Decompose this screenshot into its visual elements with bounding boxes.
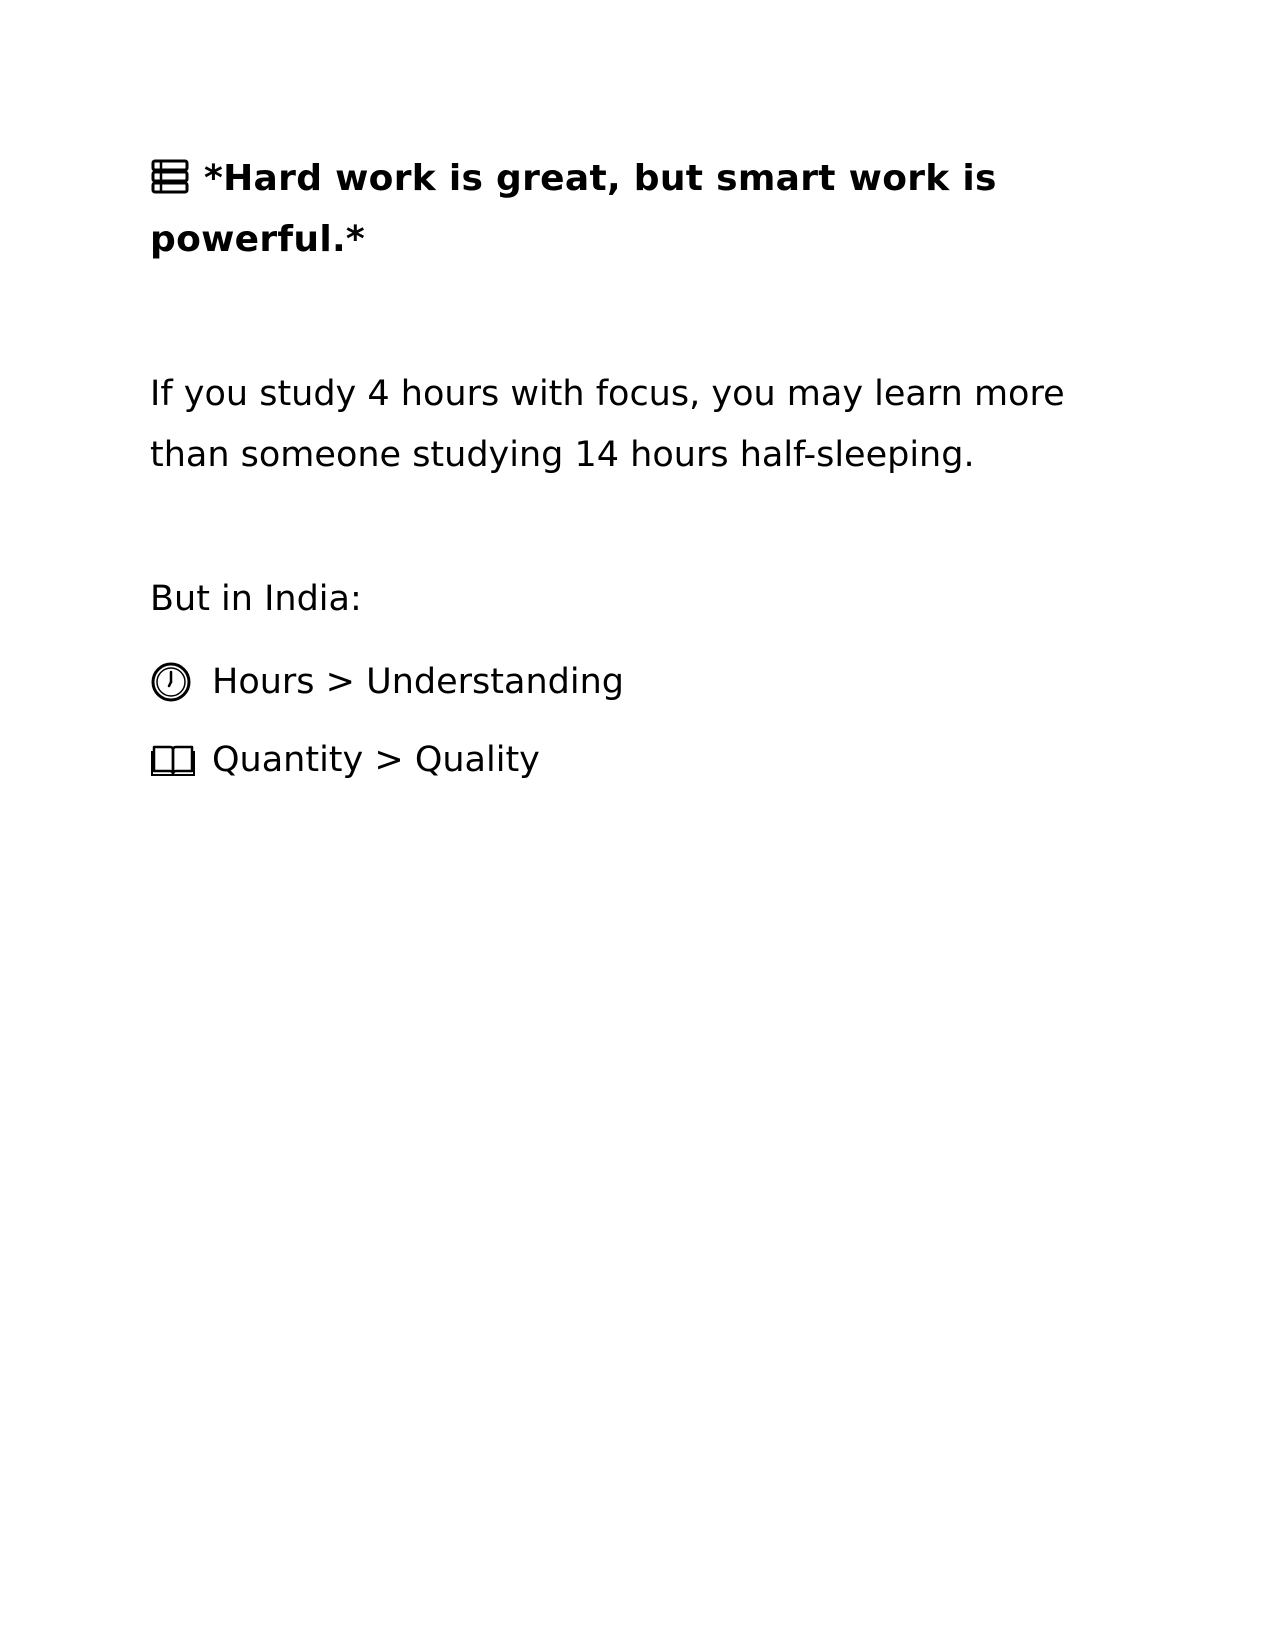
heading-text: *Hard work is great, but smart work is powerful.* bbox=[150, 158, 997, 260]
list-item-text: Hours > Understanding bbox=[212, 662, 624, 702]
list-item bbox=[150, 660, 624, 704]
list-item-text: Quantity > Quality bbox=[212, 740, 540, 780]
open-book-icon bbox=[150, 739, 196, 781]
clock-icon bbox=[150, 661, 196, 703]
intro-line: But in India: bbox=[150, 579, 362, 619]
heading bbox=[150, 148, 1070, 270]
list-item bbox=[150, 738, 540, 782]
body-paragraph: If you study 4 hours with focus, you may learn more than someone studying 14 hours half-sleeping. bbox=[150, 374, 1065, 475]
books-icon bbox=[150, 159, 190, 195]
